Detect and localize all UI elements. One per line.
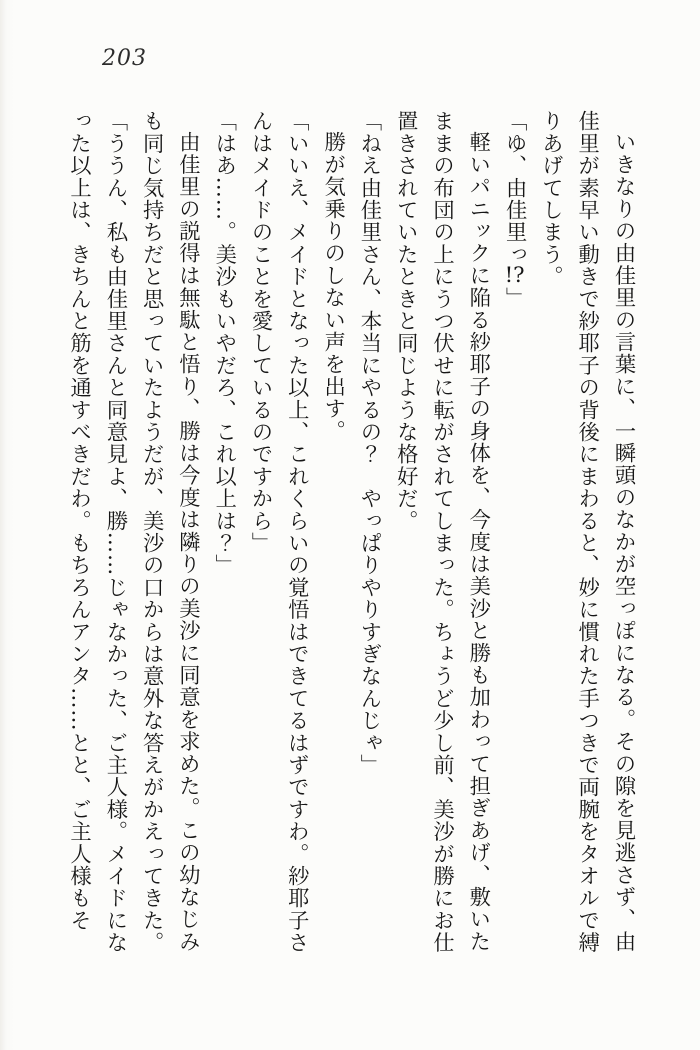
- exclamation-question-tatechuyoko: !?: [504, 265, 525, 287]
- paragraph: 軽いパニックに陥る紗耶子の身体を、今度は美沙と勝も加わって担ぎあげ、敷いたままの布団の上にうつ伏せに転がされてしまった。ちょうど少し前、美沙が勝にお仕置きされていたときと同じような格好だ。: [393, 110, 491, 954]
- paragraph: 「はあ……。美沙もいやだろ、これ以上は？」: [211, 110, 237, 577]
- paragraph: 「ゆ、由佳里っ!?」: [502, 110, 528, 309]
- paragraph: 由佳里の説得は無駄と悟り、勝は今度は隣りの美沙に同意を求めた。この幼なじみも同じ気持ちだと思っていたようだが、美沙の口からは意外な答えがかえってきた。: [139, 110, 201, 954]
- page-number: 203: [102, 46, 147, 71]
- paragraph: 「ううん、私も由佳里さんと同意見よ、勝……じゃなかった、ご主人様。メイドになった以上は、きちんと筋を通すべきだわ。もちろんアンタ……とと、ご主人様もそ: [66, 110, 128, 954]
- paragraph: いきなりの由佳里の言葉に、一瞬頭のなかが空っぽになる。その隙を見逃さず、由佳里が素早い動きで紗耶子の背後にまわると、妙に慣れた手つきで両腕をタオルで縛りあげてしまう。: [538, 110, 636, 954]
- paragraph: 「いいえ、メイドとなった以上、これくらいの覚悟はできてるはずですわ。紗耶子さんはメイドのことを愛しているのですから」: [248, 110, 310, 954]
- paragraph: 勝が気乗りのしない声を出す。: [320, 131, 346, 443]
- text-block: [60, 110, 641, 956]
- paragraph: 「ねえ由佳里さん、本当にやるの？ やっぱりやりすぎなんじゃ」: [356, 110, 382, 776]
